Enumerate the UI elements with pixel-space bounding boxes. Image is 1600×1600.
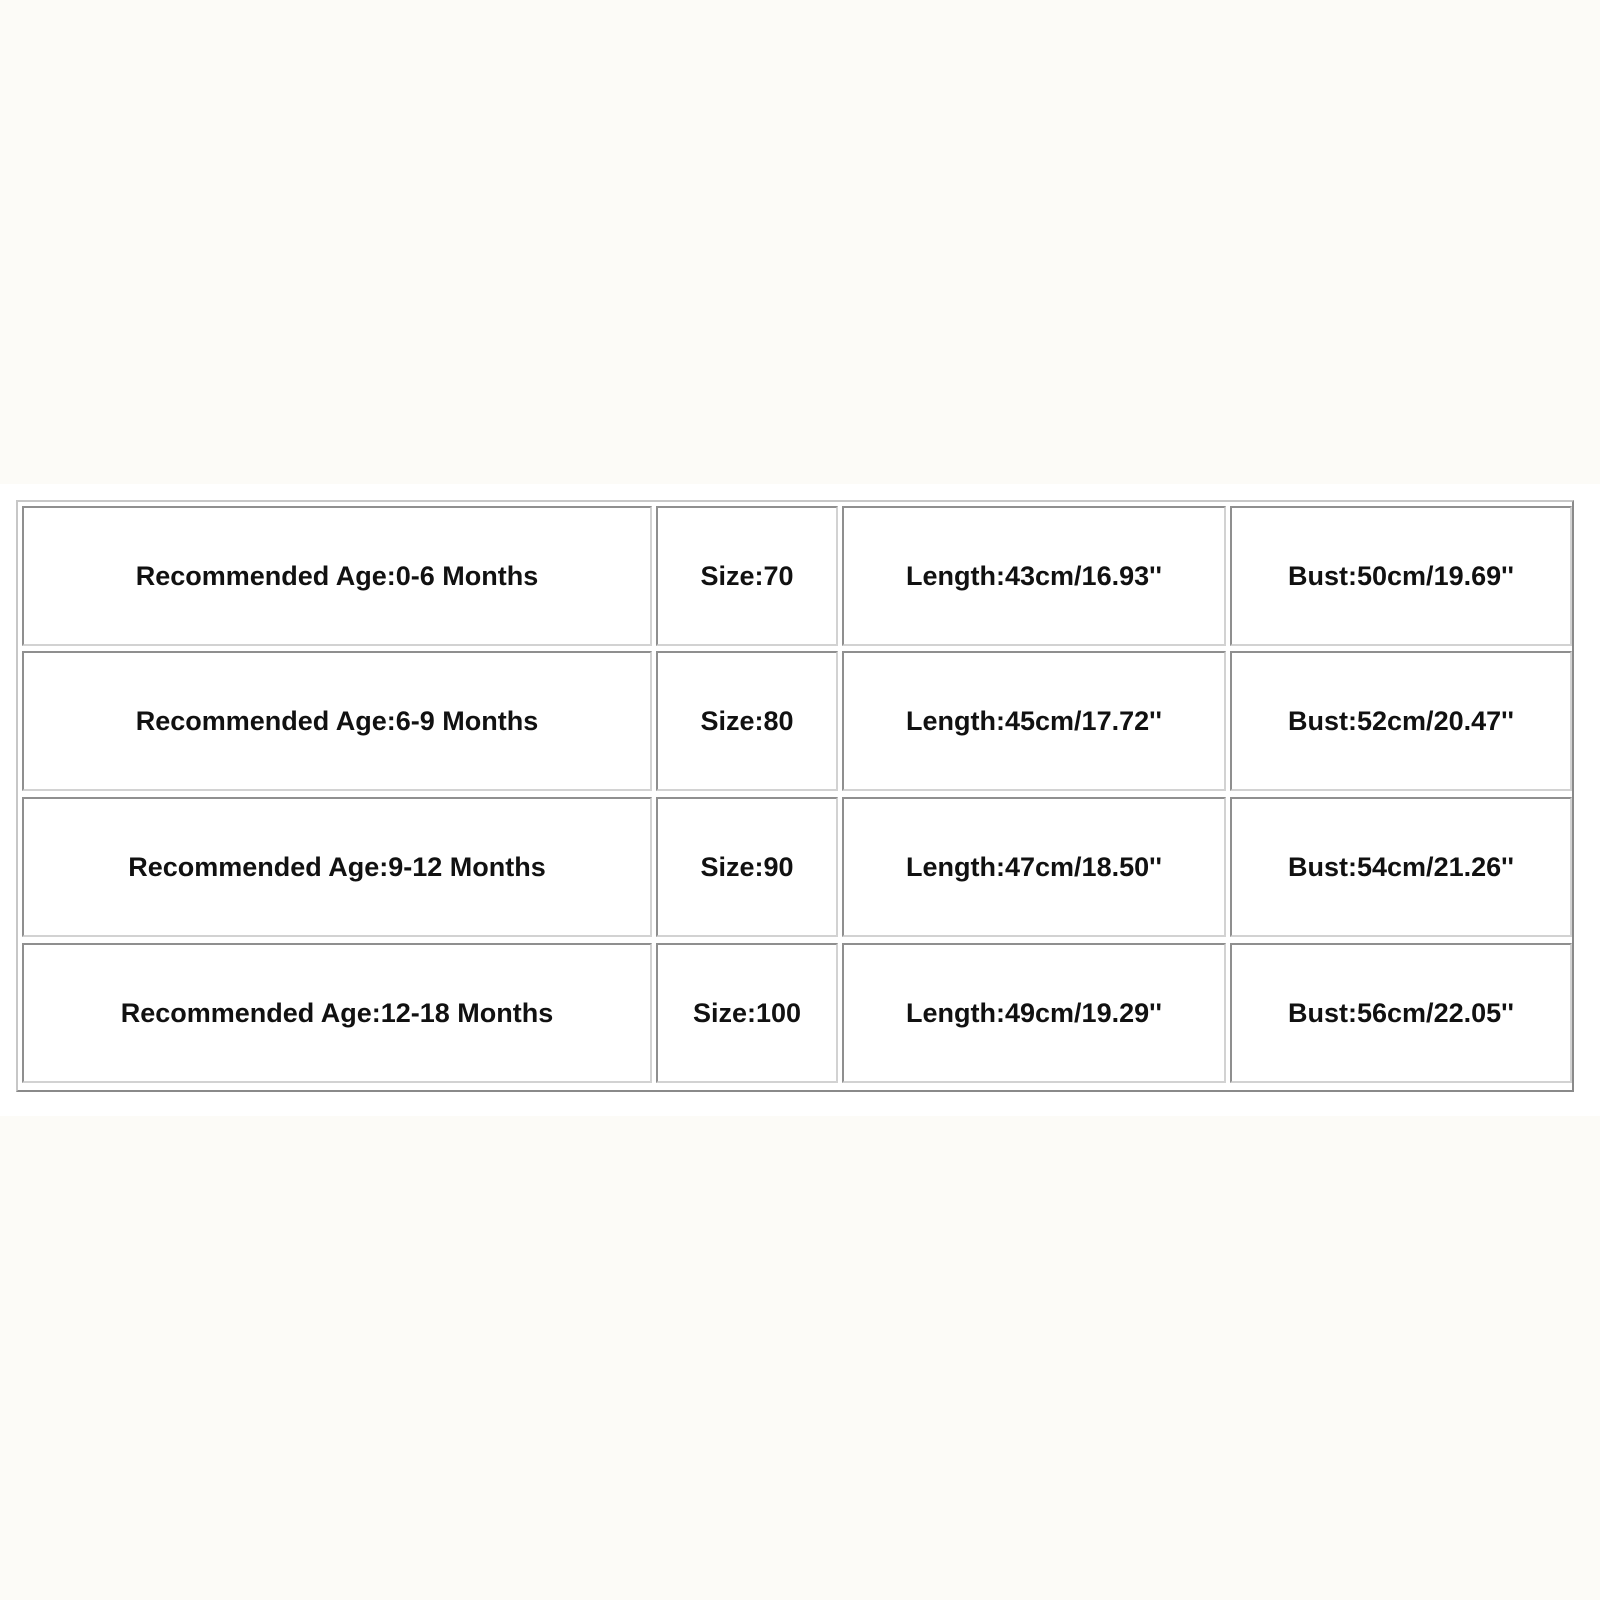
age-cell: Recommended Age:9-12 Months bbox=[22, 797, 652, 937]
table-row bbox=[18, 651, 1572, 791]
bust-cell: Bust:50cm/19.69'' bbox=[1230, 506, 1572, 646]
bust-cell: Bust:54cm/21.26'' bbox=[1230, 797, 1572, 937]
size-cell: Size:80 bbox=[656, 651, 838, 791]
length-cell: Length:47cm/18.50'' bbox=[842, 797, 1226, 937]
bust-cell: Bust:52cm/20.47'' bbox=[1230, 651, 1572, 791]
age-cell: Recommended Age:0-6 Months bbox=[22, 506, 652, 646]
table-row bbox=[18, 943, 1572, 1083]
size-cell: Size:70 bbox=[656, 506, 838, 646]
age-cell: Recommended Age:12-18 Months bbox=[22, 943, 652, 1083]
bust-cell: Bust:56cm/22.05'' bbox=[1230, 943, 1572, 1083]
length-cell: Length:43cm/16.93'' bbox=[842, 506, 1226, 646]
size-chart-table bbox=[16, 500, 1574, 1092]
size-cell: Size:90 bbox=[656, 797, 838, 937]
length-cell: Length:49cm/19.29'' bbox=[842, 943, 1226, 1083]
size-cell: Size:100 bbox=[656, 943, 838, 1083]
length-cell: Length:45cm/17.72'' bbox=[842, 651, 1226, 791]
table-row bbox=[18, 797, 1572, 937]
age-cell: Recommended Age:6-9 Months bbox=[22, 651, 652, 791]
table-row bbox=[18, 506, 1572, 646]
